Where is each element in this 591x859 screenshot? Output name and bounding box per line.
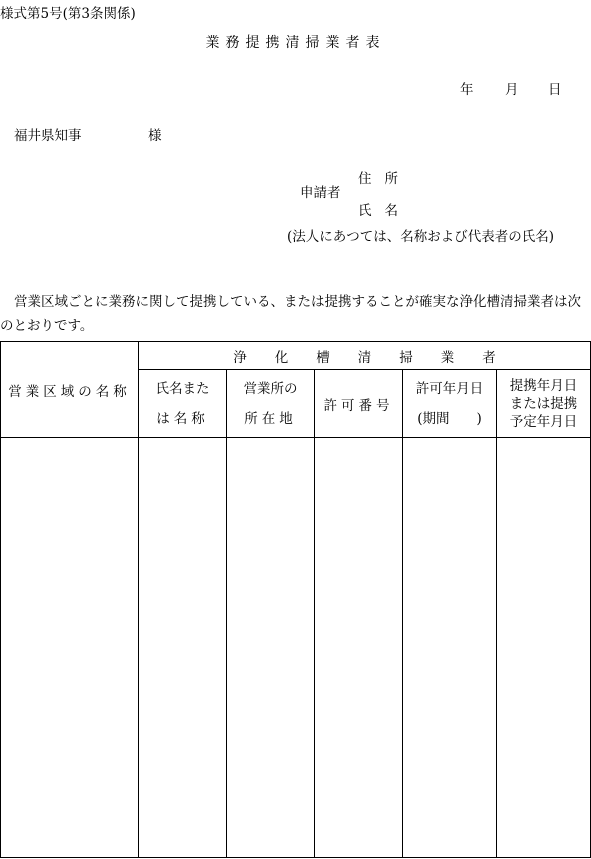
area-name-header: 営業区域の名称 <box>1 342 139 438</box>
col-tieup-line3: 予定年月日 <box>509 413 578 430</box>
honorific: 様 <box>148 128 162 144</box>
contractor-table <box>0 341 591 858</box>
col-office-header <box>227 370 315 438</box>
col-office-line1: 営業所の <box>243 380 298 397</box>
col-office-line2: 所在地 <box>244 410 297 427</box>
corporation-note: (法人にあつては、名称および代表者の氏名) <box>287 229 555 245</box>
permit-date-cell[interactable] <box>403 438 497 858</box>
address-label: 住所 <box>358 171 411 187</box>
addressee: 福井県知事 <box>14 128 82 144</box>
name-cell[interactable] <box>139 438 227 858</box>
area-name-cell[interactable] <box>1 438 139 858</box>
col-name-line2: は名称 <box>156 410 209 427</box>
col-permit-date-line1: 許可年月日 <box>415 380 484 397</box>
col-tieup-line2: または提携 <box>509 395 578 412</box>
office-cell[interactable] <box>227 438 315 858</box>
applicant-label: 申請者 <box>300 185 341 201</box>
col-permit-number-header: 許可番号 <box>315 370 403 438</box>
col-tieup-line1: 提携年月日 <box>509 377 578 394</box>
col-name-line1: 氏名また <box>155 380 210 397</box>
form-title: 業務提携清掃業者表 <box>205 35 386 51</box>
col-permit-date-line2: (期間 ) <box>417 410 482 427</box>
form-number: 様式第5号(第3条関係) <box>0 6 136 22</box>
col-permit-date-header <box>403 370 497 438</box>
date-day-label: 日 <box>548 82 562 98</box>
contractor-group-header: 浄化槽清掃業者 <box>139 342 591 370</box>
col-name-header <box>139 370 227 438</box>
date-month-label: 月 <box>505 82 519 98</box>
tieup-date-cell[interactable] <box>497 438 591 858</box>
permit-number-cell[interactable] <box>315 438 403 858</box>
col-tieup-date-header <box>497 370 591 438</box>
date-year-label: 年 <box>460 82 474 98</box>
body-text: 営業区域ごとに業務に関して提携している、または提携することが確実な浄化槽清掃業者は次のとおりです。 <box>0 294 581 334</box>
name-label: 氏名 <box>358 203 411 219</box>
